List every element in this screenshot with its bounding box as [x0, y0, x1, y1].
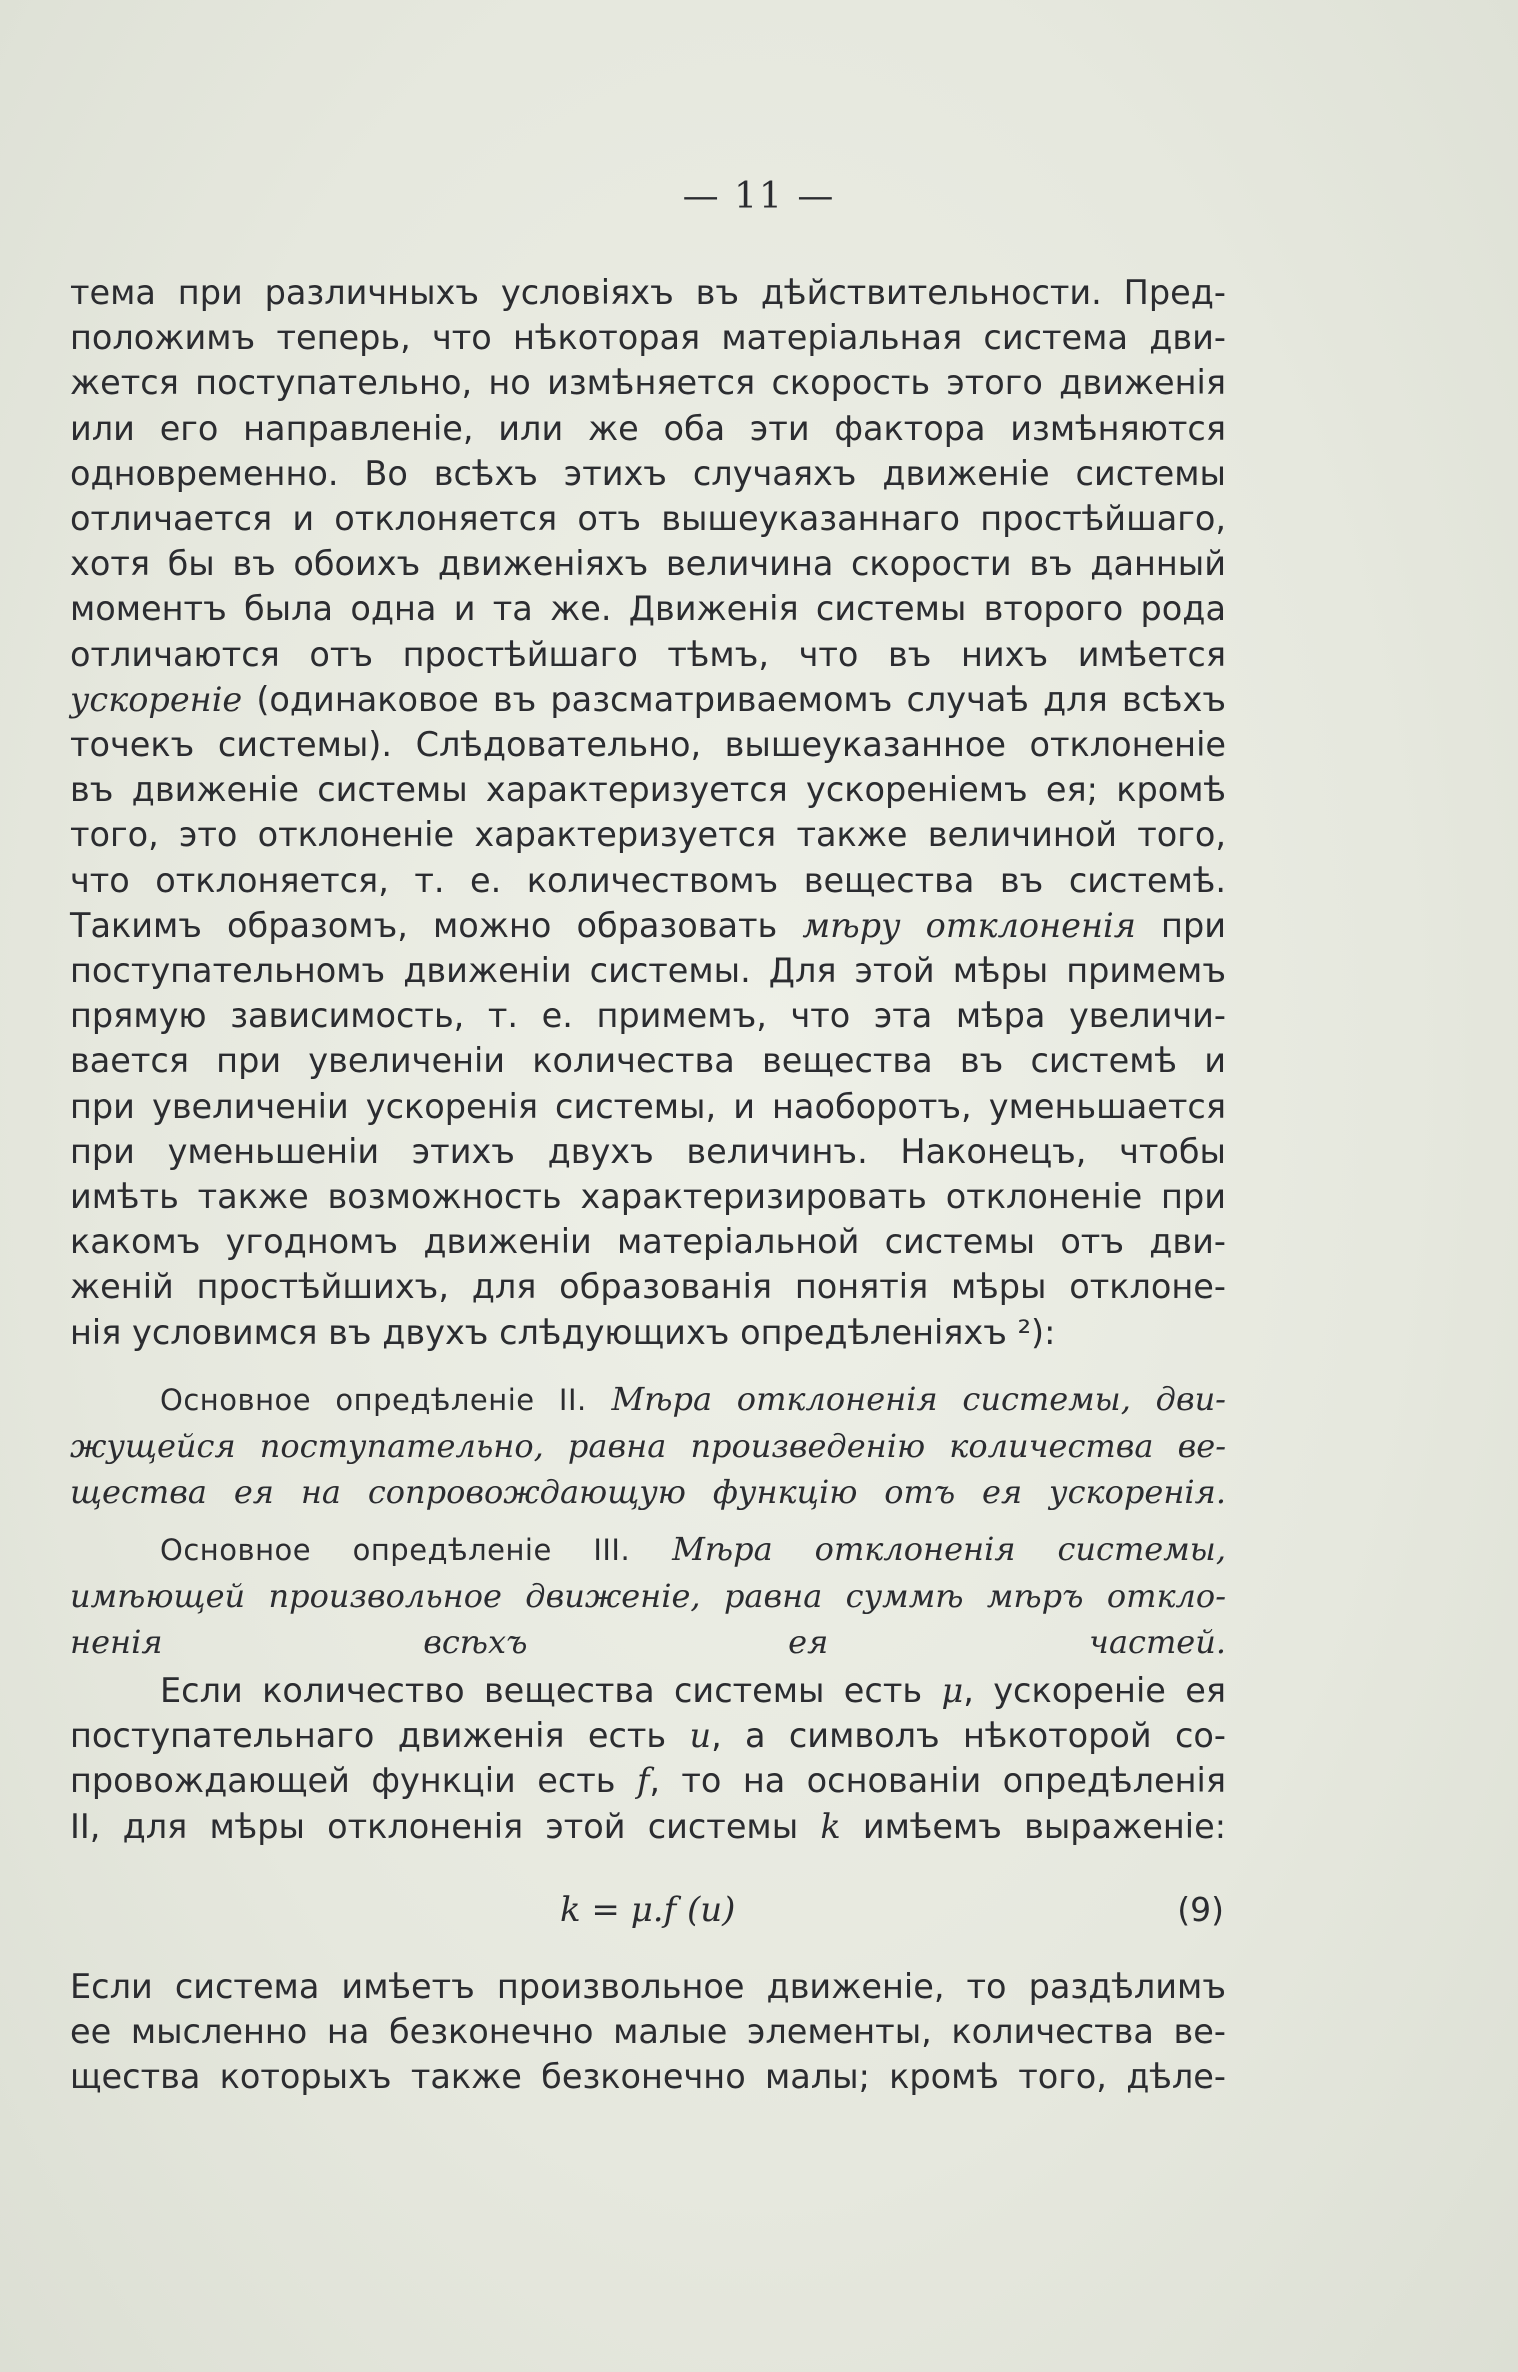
- definition-line: жущейся поступательно, равна произведенiю количества ве-: [70, 1427, 1226, 1465]
- text-line: щества которыхъ также безконечно малы; кромѣ того, дѣле-: [70, 2057, 1226, 2097]
- definition-line: Основное опредѣленiе II. Мѣра отклоненiя системы, дви-: [160, 1380, 1226, 1418]
- paragraph-1: [70, 270, 1226, 1355]
- text-line: моментъ была одна и та же. Движенiя системы второго рода: [70, 589, 1226, 629]
- text-line: въ движенiе системы характеризуется ускоренiемъ ея; кромѣ: [70, 770, 1226, 810]
- definition-line: ненiя всѣхъ ея частей.: [70, 1623, 1226, 1661]
- text-line: Такимъ образомъ, можно образовать мѣру отклоненiя при: [70, 905, 1226, 945]
- definition-line: Основное опредѣленiе III. Мѣра отклоненiя системы,: [160, 1530, 1227, 1568]
- text-line: женiй простѣйшихъ, для образованiя понятiя мѣры отклоне-: [70, 1267, 1226, 1307]
- symbol-u: u: [689, 1716, 712, 1756]
- text-line: того, это отклоненiе характеризуется также величиной того,: [70, 815, 1226, 855]
- definition-label: Основное опредѣленiе II.: [160, 1383, 587, 1417]
- paragraph-2: [70, 1668, 1226, 1849]
- text-line: вается при увеличенiи количества вещества въ системѣ и: [70, 1041, 1226, 1081]
- text-line: положимъ теперь, что нѣкоторая матерiальная система дви-: [70, 318, 1226, 358]
- text-line: прямую зависимость, т. е. примемъ, что эта мѣра увеличи-: [70, 996, 1226, 1036]
- text-line: ее мысленно на безконечно малые элементы, количества ве-: [70, 2012, 1226, 2052]
- text-line: ускоренiе (одинаковое въ разсматриваемомъ случаѣ для всѣхъ: [70, 679, 1226, 719]
- symbol-k: k: [820, 1806, 841, 1846]
- definition-2: [70, 1376, 1226, 1515]
- text-line: поступательнаго движенiя есть u, а символъ нѣкоторой со-: [70, 1716, 1226, 1756]
- formula-9: [0, 1890, 1518, 1940]
- text-line: отличается и отклоняется отъ вышеуказаннаго простѣйшаго,: [70, 499, 1226, 539]
- definition-3: [70, 1526, 1226, 1665]
- text-line: при увеличенiи ускоренiя системы, и наоборотъ, уменьшается: [70, 1086, 1226, 1126]
- text-line: Если количество вещества системы есть μ, ускоренiе ея: [160, 1671, 1226, 1710]
- definition-label: Основное опредѣленiе III.: [160, 1533, 631, 1567]
- equation-number: (9): [1177, 1890, 1224, 1929]
- paragraph-3: [70, 1964, 1226, 2100]
- text-line: II, для мѣры отклоненiя этой системы k имѣемъ выраженiе:: [70, 1806, 1226, 1846]
- page-number: — 11 —: [682, 176, 836, 217]
- text-line: точекъ системы). Слѣдовательно, вышеуказанное отклоненiе: [70, 725, 1226, 765]
- text-line: жется поступательно, но измѣняется скорость этого движенiя: [70, 363, 1226, 403]
- text-line: при уменьшенiи этихъ двухъ величинъ. Наконецъ, чтобы: [70, 1131, 1226, 1171]
- text-line: или его направленiе, или же оба эти фактора измѣняются: [70, 408, 1226, 448]
- definition-line: щества ея на сопровождающую функцiю отъ ея ускоренiя.: [70, 1473, 1226, 1511]
- text-line: провождающей функцiи есть f, то на основанiи опредѣленiя: [70, 1761, 1226, 1801]
- text-line: имѣть также возможность характеризировать отклоненiе при: [70, 1177, 1226, 1217]
- text-line: поступательномъ движенiи системы. Для этой мѣры примемъ: [70, 951, 1226, 991]
- symbol-f: f: [636, 1761, 650, 1801]
- text-line: Если система имѣетъ произвольное движенiе, то раздѣлимъ: [70, 1967, 1226, 2006]
- definition-line: имѣющей произвольное движенiе, равна суммѣ мѣръ откло-: [70, 1577, 1226, 1615]
- text-line: отличаются отъ простѣйшаго тѣмъ, что въ нихъ имѣется: [70, 634, 1226, 674]
- italic-term: мѣру отклоненiя: [802, 905, 1136, 945]
- text-line: что отклоняется, т. е. количествомъ вещества въ системѣ.: [70, 860, 1226, 900]
- text-line: хотя бы въ обоихъ движенiяхъ величина скорости въ данный: [70, 544, 1226, 584]
- text-line: какомъ угодномъ движенiи матерiальной системы отъ дви-: [70, 1222, 1226, 1262]
- symbol-mu: μ: [941, 1671, 964, 1710]
- italic-term: ускоренiе: [70, 679, 243, 719]
- text-line: тема при различныхъ условiяхъ въ дѣйствительности. Пред-: [70, 273, 1226, 312]
- text-line: одновременно. Во всѣхъ этихъ случаяхъ движенiе системы: [70, 453, 1226, 493]
- text-line: нiя условимся въ двухъ слѣдующихъ опредѣленiяхъ ²):: [70, 1312, 1056, 1352]
- formula-expression: k = μ.f (u): [560, 1890, 736, 1930]
